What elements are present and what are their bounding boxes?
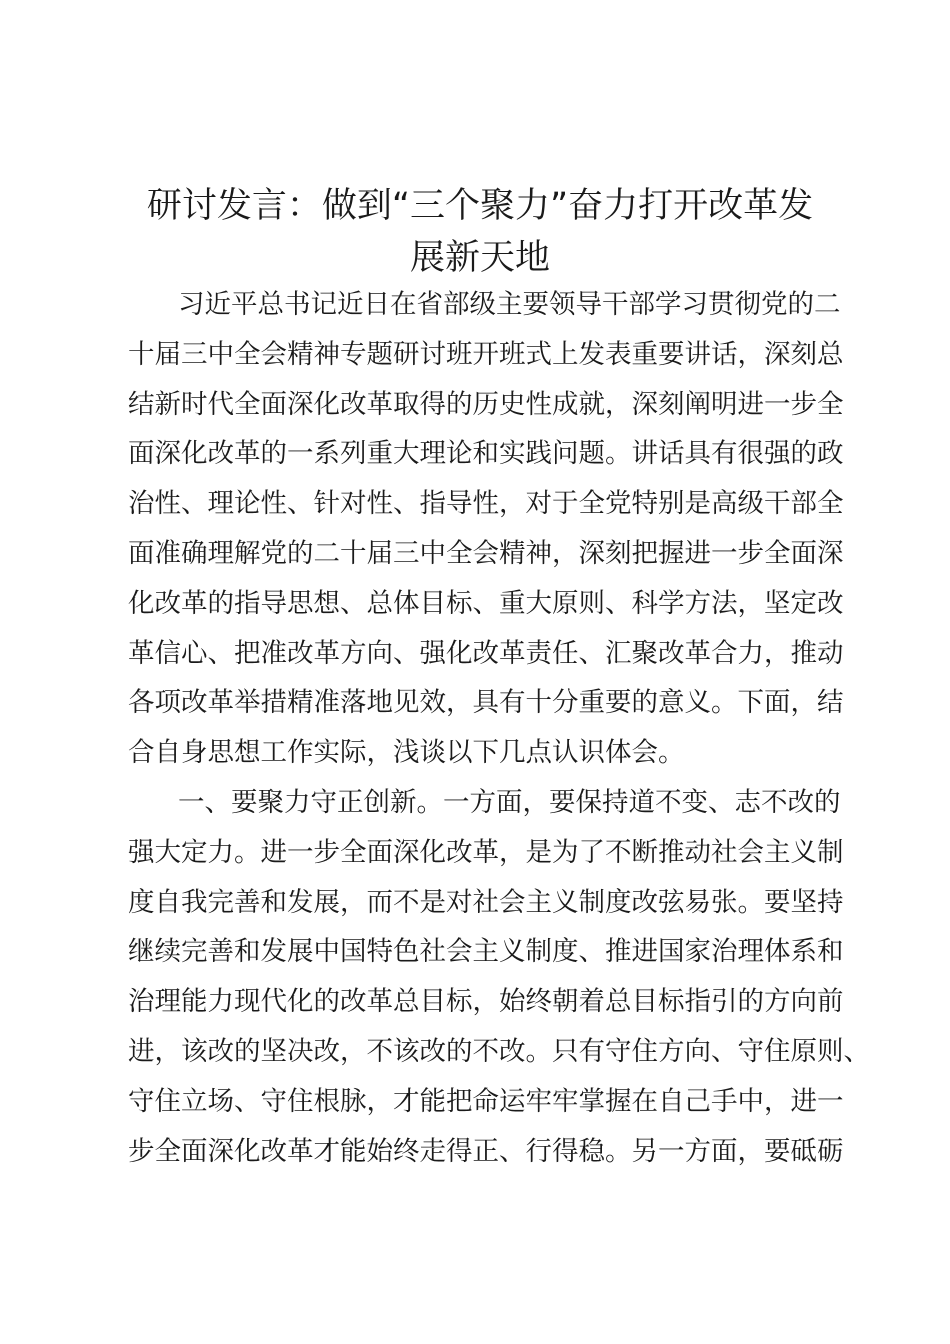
text-line: 一、要聚力守正创新。一方面，要保持道不变、志不改的 [178,786,841,818]
text-line: 合自身思想工作实际，浅谈以下几点认识体会。 [128,737,685,769]
document-title [100,180,860,284]
document-body [128,280,870,1176]
paragraph-intro [128,280,848,778]
text-line: 化改革的指导思想、总体目标、重大原则、科学方法，坚定改 [128,587,844,619]
text-line: 度自我完善和发展，而不是对社会主义制度改弦易张。要坚持 [128,886,844,918]
text-line: 革信心、把准改革方向、强化改革责任、汇聚改革合力，推动 [128,637,844,669]
text-line: 各项改革举措精准落地见效，具有十分重要的意义。下面，结 [128,687,844,719]
text-line: 习近平总书记近日在省部级主要领导干部学习贯彻党的二 [178,289,841,320]
text-line: 守住立场、守住根脉，才能把命运牢牢掌握在自己手中，进一 [128,1085,844,1117]
text-line: 进，该改的坚决改，不该改的不改。只有守住方向、守住原则、 [128,1035,870,1067]
text-line: 治性、理论性、针对性、指导性，对于全党特别是高级干部全 [128,488,844,520]
text-line: 结新时代全面深化改革取得的历史性成就，深刻阐明进一步全 [128,388,844,420]
text-line: 步全面深化改革才能始终走得正、行得稳。另一方面，要砥砺 [128,1135,844,1167]
text-line: 继续完善和发展中国特色社会主义制度、推进国家治理体系和 [128,936,844,968]
text-line: 十届三中全会精神专题研讨班开班式上发表重要讲话，深刻总 [128,338,844,370]
text-line: 面准确理解党的二十届三中全会精神，深刻把握进一步全面深 [128,537,844,569]
title-line: 展新天地 [409,238,550,278]
text-line: 强大定力。进一步全面深化改革，是为了不断推动社会主义制 [128,836,844,868]
text-line: 面深化改革的一系列重大理论和实践问题。讲话具有很强的政 [128,438,844,470]
paragraph-section-one [128,778,870,1176]
text-line: 治理能力现代化的改革总目标，始终朝着总目标指引的方向前 [128,986,844,1018]
title-line: 研讨发言：做到“三个聚力”奋力打开改革发 [146,186,814,226]
